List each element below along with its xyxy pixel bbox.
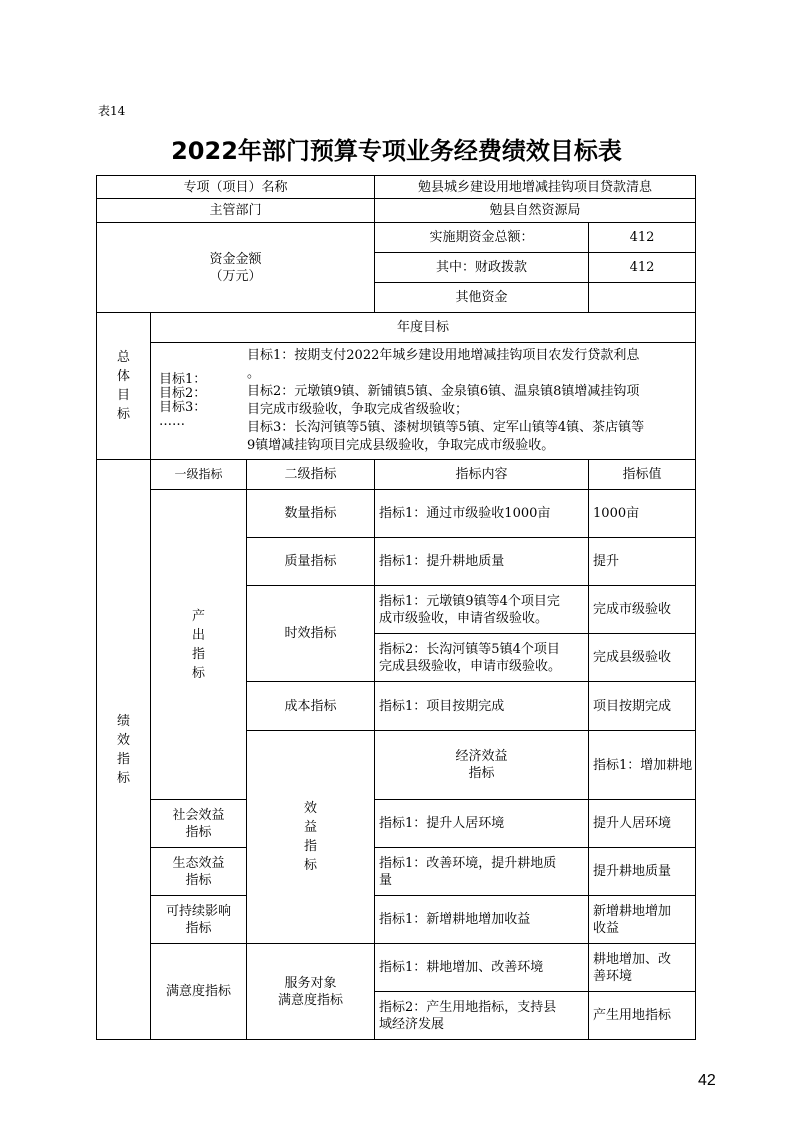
cost-name: 成本指标 xyxy=(247,682,375,731)
quantity-name: 数量指标 xyxy=(247,490,375,538)
fund-label-line1: 资金金额 xyxy=(209,251,262,267)
timeliness-name: 时效指标 xyxy=(247,586,375,682)
table-row xyxy=(97,490,696,538)
content-header: 指标内容 xyxy=(375,460,589,490)
other-value xyxy=(589,283,696,313)
timeliness-content-1: 指标1：元墩镇9镇等4个项目完 成市级验收，申请省级验收。 xyxy=(375,586,589,634)
cost-content: 指标1：项目按期完成 xyxy=(375,682,589,731)
social-name: 社会效益 指标 xyxy=(151,800,247,848)
dept-row xyxy=(97,199,696,223)
fiscal-label: 其中：财政拨款 xyxy=(375,253,589,283)
timeliness-content-2: 指标2：长沟河镇等5镇4个项目 完成县级验收，申请市级验收。 xyxy=(375,634,589,682)
service-content-1: 指标1：耕地增加、改善环境 xyxy=(375,944,589,992)
indicator-header-row xyxy=(97,460,696,490)
sustainable-content: 指标1：新增耕地增加收益 xyxy=(375,896,589,944)
page-number: 42 xyxy=(698,1072,716,1089)
project-value: 勉县城乡建设用地增减挂钩项目贷款清息 xyxy=(375,176,696,199)
table-row xyxy=(97,800,696,848)
quality-name: 质量指标 xyxy=(247,538,375,586)
service-value-1: 耕地增加、改 善环境 xyxy=(589,944,696,992)
timeliness-value-2: 完成县级验收 xyxy=(589,634,696,682)
project-label: 专项（项目）名称 xyxy=(97,176,375,199)
cost-value: 项目按期完成 xyxy=(589,682,696,731)
annual-goal-content xyxy=(151,343,696,460)
fund-label xyxy=(97,223,375,313)
table-row xyxy=(97,944,696,992)
goal-text: 目标1：按期支付2022年城乡建设用地增减挂钩项目农发行贷款利息 。 目标2：元墩镇9镇、新铺镇5镇、金泉镇6镇、温泉镇8镇增减挂钩项 目完成市级验收，争取完成省级验收； 目标3：长沟河镇等5镇、漆树坝镇等5镇、定军山镇等4镇、茶店镇等 9镇增减挂钩项目完成县级验收，争取完成市级验收。 xyxy=(247,348,645,453)
document-title: 2022年部门预算专项业务经费绩效目标表 xyxy=(171,137,622,165)
economic-name: 经济效益 指标 xyxy=(375,731,589,800)
dept-value: 勉县自然资源局 xyxy=(375,199,696,223)
level2-header: 二级指标 xyxy=(247,460,375,490)
social-value: 提升人居环境 xyxy=(589,800,696,848)
quality-content: 指标1：提升耕地质量 xyxy=(375,538,589,586)
social-content: 指标1：提升人居环境 xyxy=(375,800,589,848)
service-content-2: 指标2：产生用地指标，支持县 域经济发展 xyxy=(375,992,589,1040)
value-header: 指标值 xyxy=(589,460,696,490)
satisfaction-indicator-label: 满意度指标 xyxy=(151,944,247,1040)
project-row xyxy=(97,176,696,199)
fiscal-value: 412 xyxy=(589,253,696,283)
performance-indicator-label: 绩 效 指 标 xyxy=(97,460,151,1040)
annual-goal-header-row xyxy=(97,313,696,343)
quality-value: 提升 xyxy=(589,538,696,586)
sustainable-name: 可持续影响 指标 xyxy=(151,896,247,944)
other-label: 其他资金 xyxy=(375,283,589,313)
performance-goal-table xyxy=(96,175,696,1040)
annual-goal-content-row xyxy=(97,343,696,460)
table-row xyxy=(97,896,696,944)
fund-label-line2: （万元） xyxy=(209,268,262,284)
quantity-content: 指标1：通过市级验收1000亩 xyxy=(375,490,589,538)
quantity-value: 1000亩 xyxy=(589,490,696,538)
total-label: 实施期资金总额： xyxy=(375,223,589,253)
service-name: 服务对象 满意度指标 xyxy=(247,944,375,1040)
annual-goal-label: 年度目标 xyxy=(151,313,696,343)
goal-list: 目标1： 目标2： 目标3： …… xyxy=(159,372,207,429)
sustainable-value: 新增耕地增加 收益 xyxy=(589,896,696,944)
ecological-content: 指标1：改善环境，提升耕地质 量 xyxy=(375,848,589,896)
overall-goal-label: 总 体 目 标 xyxy=(97,313,151,460)
service-value-2: 产生用地指标 xyxy=(589,992,696,1040)
fund-total-row xyxy=(97,223,696,253)
ecological-name: 生态效益 指标 xyxy=(151,848,247,896)
level1-header: 一级指标 xyxy=(151,460,247,490)
table-row xyxy=(97,848,696,896)
ecological-value: 提升耕地质量 xyxy=(589,848,696,896)
total-value: 412 xyxy=(589,223,696,253)
dept-label: 主管部门 xyxy=(97,199,375,223)
economic-content: 指标1：增加耕地 xyxy=(589,731,696,800)
timeliness-value-1: 完成市级验收 xyxy=(589,586,696,634)
table-number: 表14 xyxy=(98,104,126,118)
benefit-indicator-label: 效 益 指 标 xyxy=(247,731,375,944)
output-indicator-label: 产 出 指 标 xyxy=(151,490,247,800)
